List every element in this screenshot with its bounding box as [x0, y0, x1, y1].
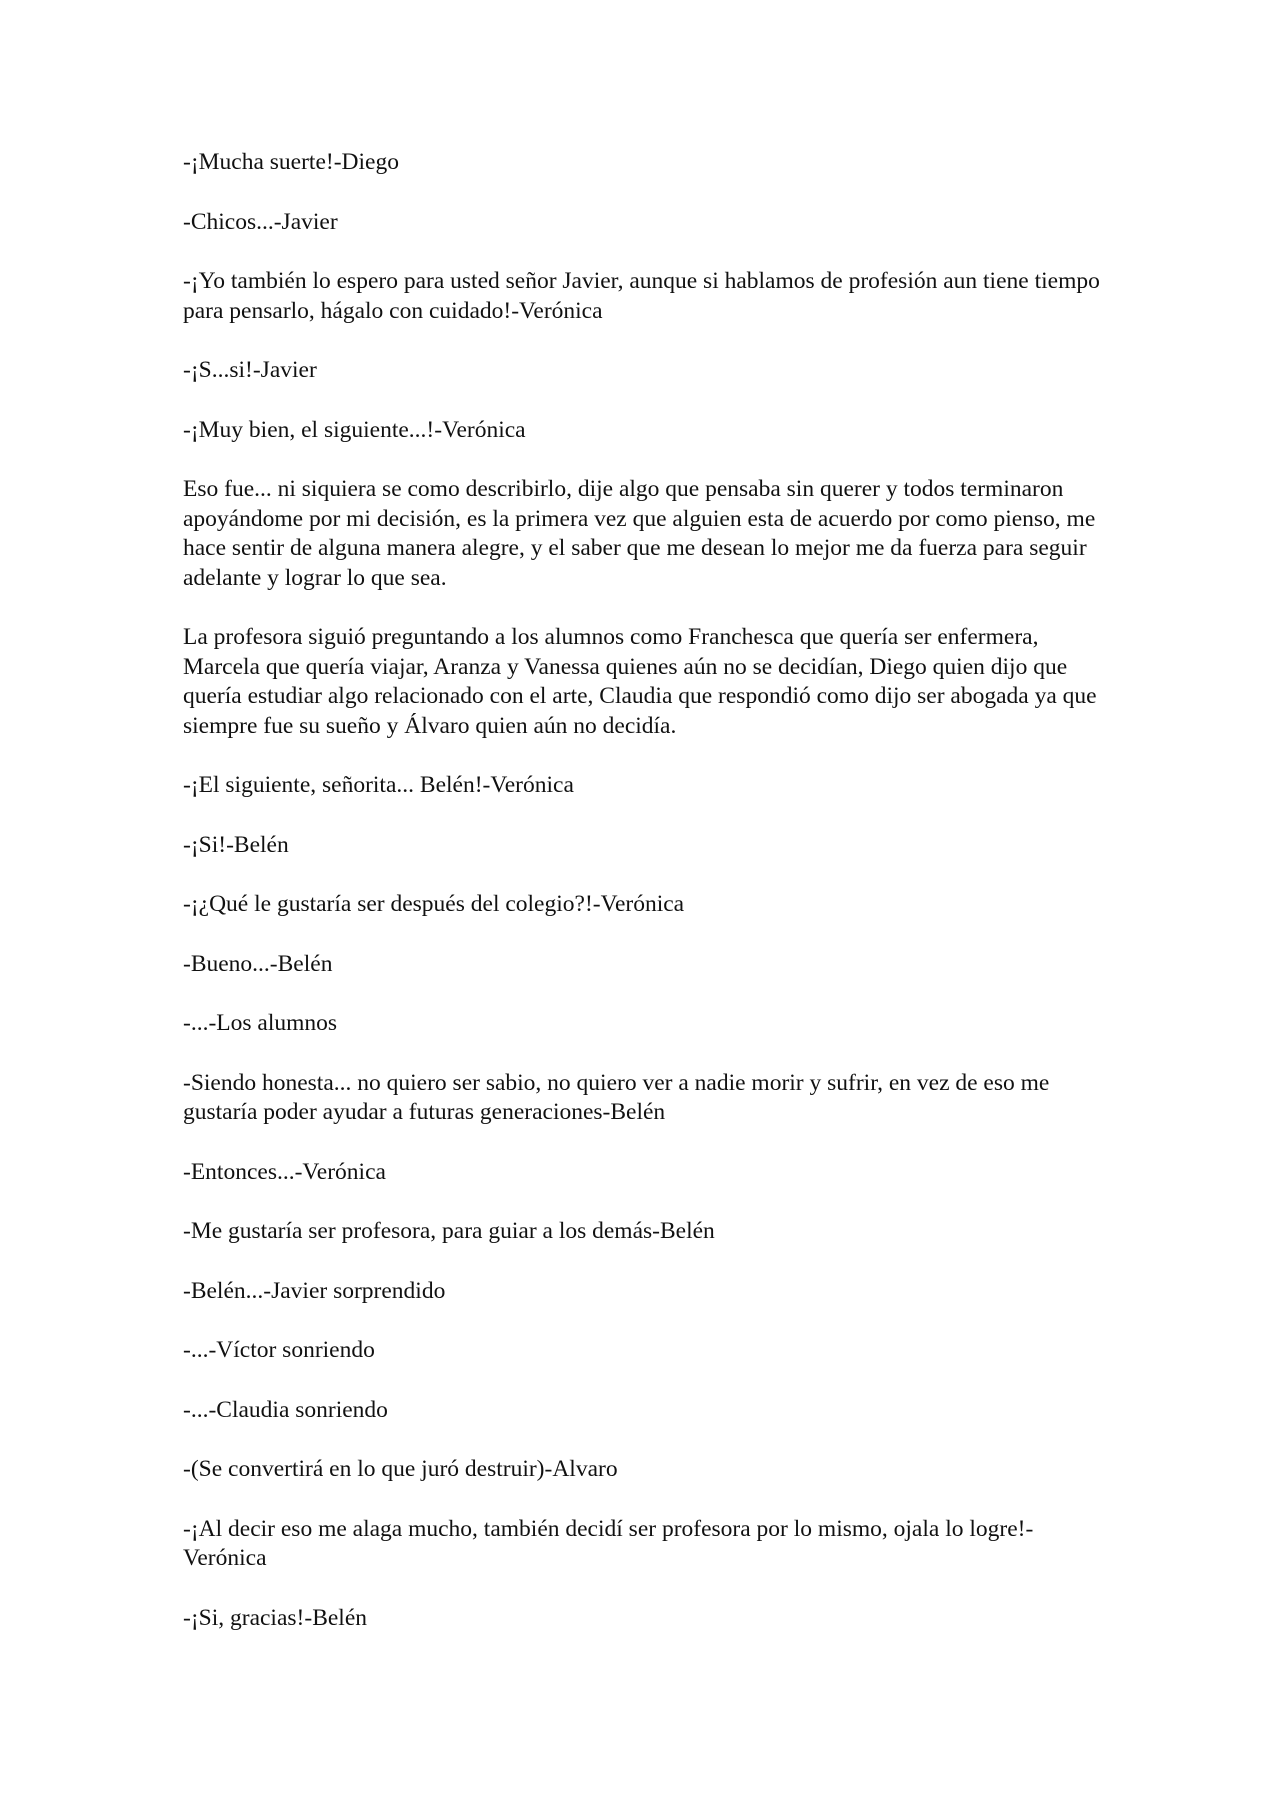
- dialogue-line: -Belén...-Javier sorprendido: [183, 1277, 446, 1304]
- narration-paragraph: Eso fue... ni siquiera se como describirlo, dije algo que pensaba sin querer y todos terminaron apoyándome por mi decisión, es la primera vez que alguien esta de acuerdo por como pienso, me hace sentir de alguna manera alegre, y el saber que me desean lo mejor me da fuerza para seguir adelante y lograr lo que sea.: [183, 476, 1096, 591]
- dialogue-line: -¡Al decir eso me alaga mucho, también decidí ser profesora por lo mismo, ojala lo logre!-Verónica: [183, 1515, 1034, 1571]
- dialogue-line: -...-Los alumnos: [183, 1010, 338, 1036]
- dialogue-line: -¡Si!-Belén: [183, 831, 289, 858]
- dialogue-line: -¡El siguiente, señorita... Belén!-Verónica: [183, 772, 574, 798]
- dialogue-line: -Entonces...-Verónica: [183, 1158, 386, 1185]
- dialogue-line: -¡Yo también lo espero para usted señor Javier, aunque si hablamos de profesión aun tiene tiempo para pensarlo, hágalo con cuidado!-Verónica: [183, 268, 1100, 324]
- dialogue-line: -...-Víctor sonriendo: [183, 1337, 375, 1363]
- dialogue-line: -¡Mucha suerte!-Diego: [183, 149, 399, 175]
- dialogue-line: -¡Si, gracias!-Belén: [183, 1604, 368, 1631]
- dialogue-line: -Siendo honesta... no quiero ser sabio, no quiero ver a nadie morir y sufrir, en vez de eso me gustaría poder ayudar a futuras generaciones-Belén: [183, 1069, 1050, 1125]
- dialogue-line: -Me gustaría ser profesora, para guiar a los demás-Belén: [183, 1218, 715, 1244]
- dialogue-line: -...-Claudia sonriendo: [183, 1396, 388, 1423]
- dialogue-line: -Chicos...-Javier: [183, 208, 338, 235]
- dialogue-line: -¡S...si!-Javier: [183, 357, 317, 383]
- dialogue-line: -¡Muy bien, el siguiente...!-Verónica: [183, 416, 526, 443]
- dialogue-line: -¡¿Qué le gustaría ser después del colegio?!-Verónica: [183, 891, 685, 917]
- dialogue-line: -(Se convertirá en lo que juró destruir)-Alvaro: [183, 1456, 618, 1482]
- narration-paragraph: La profesora siguió preguntando a los alumnos como Franchesca que quería ser enfermera, Marcela que quería viajar, Aranza y Vanessa quienes aún no se decidían, Diego quien dijo que quería estudiar algo relacionado con el arte, Claudia que respondió como dijo ser abogada ya que siempre fue su sueño y Álvaro quien aún no decidía.: [183, 624, 1097, 739]
- document-page: [183, 148, 1113, 1663]
- dialogue-line: -Bueno...-Belén: [183, 950, 333, 977]
